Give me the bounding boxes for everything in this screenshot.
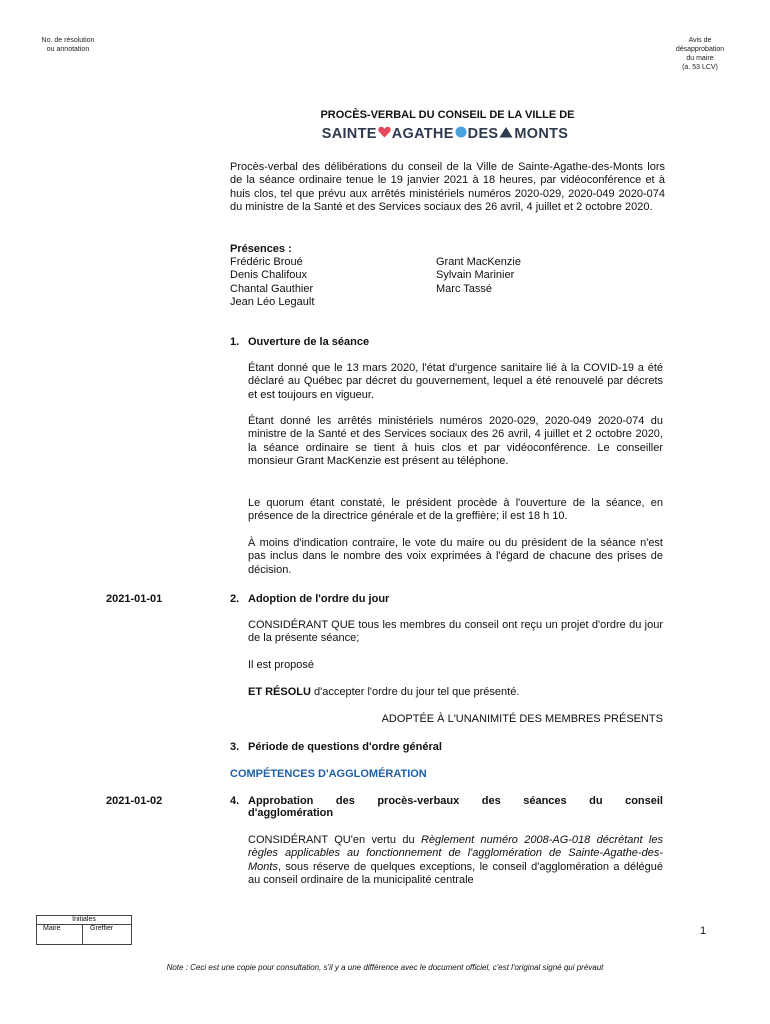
- section-1-heading: [230, 336, 369, 348]
- logo-word: SAINTE: [321, 126, 377, 142]
- section-number: 2.: [230, 593, 240, 605]
- margin-note-line: ou annotation: [46, 46, 90, 53]
- logo-word: DES: [467, 126, 499, 142]
- paragraph-text: CONSIDÉRANT QU'en vertu du: [248, 834, 421, 846]
- resolution-number: 2021-01-02: [106, 795, 163, 807]
- mayor-disapproval-header: [668, 36, 732, 72]
- paragraph-text: , sous réserve de quelques exceptions, le conseil d'agglomération a délégué au conseil ordinaire de la municipalité centrale: [248, 860, 663, 887]
- resolution-number: 2021-01-01: [106, 593, 163, 605]
- footer-note: Note : Ceci est une copie pour consultation, s'il y a une différence avec le document officiel, c'est l'original signé qui prévaut: [166, 963, 604, 972]
- competences-heading: COMPÉTENCES D'AGGLOMÉRATION: [230, 768, 427, 780]
- bylaw-reference: Règlement numéro 2008-AG-018 décrétant les règles applicables au fonctionnement de l'agglomération de Sainte-Agathe-des-Monts: [248, 834, 663, 873]
- section-1-paragraph: Étant donné les arrêtés ministériels numéros 2020-029, 2020-049 2020-074 du ministre de la Santé et des Services sociaux des 26 avril, 4 juillet et 2 octobre 2020, la séance ordinaire se tient à huis clos et par vidéoconférence. Le conseiller monsieur Grant MacKenzie est présent au téléphone.: [248, 415, 663, 468]
- presences-left-list: [230, 256, 314, 310]
- initials-clerk: Greffier: [90, 925, 114, 932]
- mountain-icon: [499, 126, 513, 142]
- intro-paragraph: Procès-verbal des délibérations du conseil de la Ville de Sainte-Agathe-des-Monts lors de la séance ordinaire tenue le 19 janvier 2021 à 18 heures, par vidéoconférence et à huis clos, tel que prévu aux arrêtés ministériels numéros 2020-029, 2020-049 2020-074 du ministre de la Santé et des Services sociaux des 26 avril, 4 juillet et 2 octobre 2020.: [230, 161, 665, 214]
- document-title: PROCÈS-VERBAL DU CONSEIL DE LA VILLE DE: [320, 109, 575, 121]
- margin-note-line: du maire: [686, 55, 714, 62]
- member-name: Sylvain Marinier: [436, 269, 515, 282]
- circle-icon: [455, 126, 467, 142]
- city-logo: [290, 125, 600, 143]
- resolved-label: ET RÉSOLU: [248, 686, 311, 698]
- section-title-continued: d'agglomération: [248, 807, 334, 819]
- page-number: 1: [700, 925, 707, 937]
- margin-note-line: (a. 53 LCV): [682, 64, 718, 71]
- section-4-paragraph: [248, 834, 663, 888]
- logo-word: MONTS: [514, 126, 569, 142]
- section-number: 1.: [230, 336, 240, 348]
- member-name: Denis Chalifoux: [230, 269, 308, 282]
- member-name: Marc Tassé: [436, 282, 493, 295]
- member-name: Frédéric Broué: [230, 256, 303, 268]
- adoption-statement: ADOPTÉE À L'UNANIMITÉ DES MEMBRES PRÉSENTS: [381, 713, 663, 725]
- section-3-heading: [230, 741, 442, 753]
- initials-header: Initiales: [37, 916, 131, 925]
- section-title: Approbation des procès-verbaux des séances du conseil: [248, 795, 663, 807]
- resolved-text: d'accepter l'ordre du jour tel que présenté.: [310, 686, 520, 698]
- logo-word: AGATHE: [391, 126, 454, 142]
- resolution-column-header: [36, 36, 100, 54]
- initials-mayor: Maire: [37, 924, 83, 944]
- margin-note-line: désapprobation: [675, 46, 725, 53]
- initials-box: [36, 915, 132, 945]
- heart-icon: [378, 126, 391, 142]
- section-2-paragraph: CONSIDÉRANT QUE tous les membres du conseil ont reçu un projet d'ordre du jour de la présente séance;: [248, 619, 663, 645]
- margin-note-line: Avis de: [688, 37, 712, 44]
- section-title: Ouverture de la séance: [248, 336, 370, 348]
- section-number: 3.: [230, 741, 240, 753]
- section-title: Adoption de l'ordre du jour: [248, 593, 390, 605]
- section-1-paragraph: Étant donné que le 13 mars 2020, l'état d'urgence sanitaire lié à la COVID-19 a été déclaré au Québec par décret du gouvernement, lequel a été renouvelé par décrets et est toujours en vigueur.: [248, 362, 663, 401]
- section-number: 4.: [230, 795, 240, 807]
- section-4-heading: [230, 795, 663, 819]
- section-2-paragraph: Il est proposé: [248, 659, 315, 671]
- margin-note-line: No. de résolution: [41, 37, 95, 44]
- member-name: Chantal Gauthier: [230, 282, 314, 295]
- resolution-statement: [248, 686, 663, 699]
- section-1-paragraph: Le quorum étant constaté, le président procède à l'ouverture de la séance, en présence de la directrice générale et de la greffière; il est 18 h 10.: [248, 497, 663, 523]
- member-name: Jean Léo Legault: [230, 296, 315, 309]
- member-name: Grant MacKenzie: [436, 256, 521, 268]
- presences-right-list: [436, 256, 521, 296]
- section-1-paragraph: À moins d'indication contraire, le vote du maire ou du président de la séance n'est pas inclus dans le nombre des voix exprimées à l'égard de chacune des prises de décision.: [248, 537, 663, 576]
- section-2-heading: [230, 593, 389, 605]
- presences-title: Présences :: [230, 243, 292, 255]
- section-title: Période de questions d'ordre général: [248, 741, 442, 753]
